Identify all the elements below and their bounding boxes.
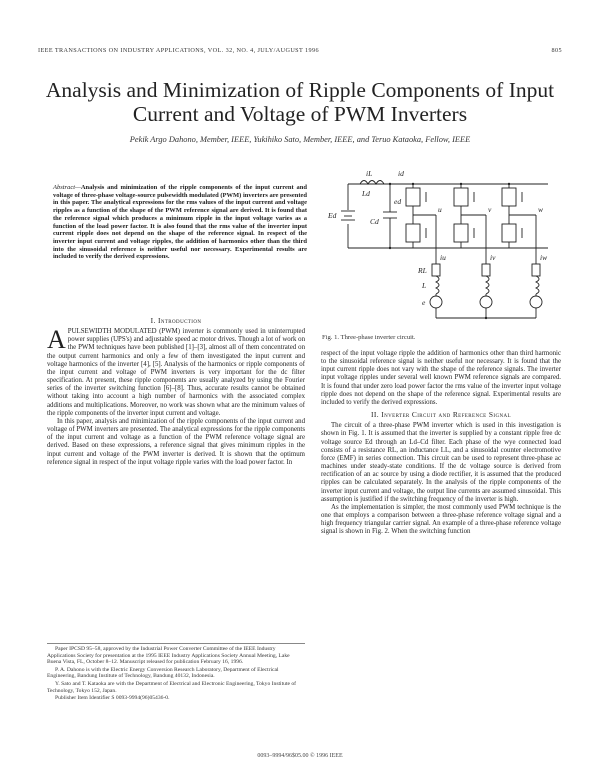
intro-paragraph-1 — [47, 325, 305, 418]
abstract — [53, 184, 307, 261]
copyright-line: 0093–9994/96$05.00 © 1996 IEEE — [257, 753, 343, 759]
paper-authors: Pekik Argo Dahono, Member, IEEE, Yukihiko Sato, Member, IEEE, and Teruo Kataoka, Fellow, IEEE — [129, 135, 471, 144]
footnote-2: P. A. Dahono is with the Electric Energy Conversion Research Laboratory, Department of Electrical Engineering, Bandung Institute of Technology, Bandung 40132, Indonesia. — [47, 666, 279, 680]
label-rl: RL — [418, 266, 427, 275]
col2-paragraph-1: respect of the input voltage ripple the addition of harmonics other than third harmonic to the sinusoidal reference signal is neither useful nor necessary. It is found that the input current ripple does not vary with the shape of the reference signals. The inverter input voltage ripples under several well known PWM reference signals are compared. It is found that under zero load power factor the rms value of the inverter input voltage ripple does not depend on the shape of the reference signal. Experimental results are included to verify the derived expressions. — [321, 350, 561, 406]
column-left — [47, 317, 305, 467]
label-il: iL — [366, 169, 373, 178]
abstract-lead: Abstract— — [53, 184, 81, 191]
section-heading-introduction: I. Introduction — [150, 316, 202, 325]
footnote-4: Publisher Item Identifier S 0093-9994(96)05436-0. — [55, 695, 170, 702]
paper-title: Analysis and Minimization of Ripple Components of Input Current and Voltage of PWM Inverters — [45, 78, 555, 126]
label-ed-small: ed — [394, 197, 402, 206]
label-w: w — [538, 205, 544, 214]
label-e: e — [422, 298, 426, 307]
label-l: L — [422, 281, 427, 290]
label-ed: Ed — [328, 211, 337, 220]
col2-paragraph-2: The circuit of a three-phase PWM inverter which is used in this investigation is shown in Fig. 1. It is assumed that the inverter is supplied by a constant ripple free dc voltage source Ed through an Ld–Cd filter. Each phase of the wye connected load consists of a resistance RL, an inductance LL, and a sinusoidal counter electromotive force (EMF) in series connection. This circuit can be used to represent three-phase ac machines under steady-state conditions. If the dc voltage source is derived from rectification of an ac source by using a diode rectifier, it is assumed that the produced ripples can be calculated separately. In the analysis of the ripple components of the inverter input current and voltage, the output line currents are assumed sinusoidal. This assumption is justified if the switching frequency of the inverter is high. — [321, 422, 561, 503]
drop-cap: A — [47, 325, 66, 355]
label-ld: Ld — [362, 189, 370, 198]
label-iu: iu — [440, 253, 446, 262]
running-header — [38, 47, 562, 54]
footnote-3: Y. Sato and T. Kataoka are with the Department of Electrical and Electronic Engineering, Tokyo Institute of Technology, Tokyo 152, Japan. — [47, 680, 297, 694]
section-heading-inverter: II. Inverter Circuit and Reference Signal — [371, 410, 511, 420]
label-v: v — [488, 205, 492, 214]
running-header-left: IEEE TRANSACTIONS ON INDUSTRY APPLICATIONS, VOL. 32, NO. 4, JULY/AUGUST 1996 — [38, 47, 320, 54]
footnote-block — [47, 643, 305, 703]
abstract-text: Analysis and minimization of the ripple components of the input current and voltage of three-phase voltage-source pulsewidth modulated (PWM) inverters are presented in this paper. The analytical expressions for the rms values of the input current and voltage ripples as a function of the shape of the PWM reference signal are derived. It is found that the reference signal which produces a minimum ripple in the input voltage varies as a function of the load power factor. It is also found that the rms value of the inverter input current ripple does not depend on the shape of the reference signal. In respect of the inverter input current and voltage ripples, the addition of harmonics other than the third into the sinusoidal reference is neither useful nor necessary. Experimental results are included to verify the derived expressions. — [53, 184, 307, 261]
intro-paragraph-1-text: PULSEWIDTH MODULATED (PWM) inverter is commonly used in uninterrupted power supplies (UPS's) and adjustable speed ac motor drives. Though a lot of work on the PWM techniques have been published [1]–[3], almost all of them concentrated on the output current harmonics and only a few of them investigated the input current and voltage harmonics of the inverter [4], [5]. Analysis of the harmonics or ripple components of the input current and voltage of PWM inverters is very important for the dc filter specification. At present, these ripple components are usually analyzed by using the Fourier series of the inverter switching function [6]–[8]. Thus, accurate results cannot be obtained without taking into account a high number of harmonics with the associated complex additions and multiplications. Moreover, no work was shown what are the minimum values of the ripple components of the inverter input current and voltage. — [47, 328, 305, 417]
label-iv: iv — [490, 253, 496, 262]
label-iw: iw — [540, 253, 548, 262]
label-u: u — [438, 205, 442, 214]
inverter-circuit-figure — [326, 168, 560, 330]
page-number: 805 — [551, 47, 562, 54]
column-right — [321, 350, 561, 536]
intro-paragraph-2: In this paper, analysis and minimization of the ripple components of the input current and voltage of PWM inverters are presented. The analytical expressions for the ripple components of the input current and voltage as a function of the PWM reference voltage signal are derived. Based on these expressions, a reference signal that gives minimum ripples in the input current and voltage of the PWM inverter is derived. It is shown that the optimum reference signal in respect of the input voltage ripple varies with the load power factor. In — [47, 417, 305, 466]
figure-caption: Fig. 1. Three-phase inverter circuit. — [322, 334, 416, 341]
col2-paragraph-3: As the implementation is simpler, the most commonly used PWM technique is the one that employs a comparison between a three-phase reference voltage signal and a high frequency triangular carrier signal. An example of a three-phase reference voltage signal is shown in Fig. 2. When the switching function — [321, 503, 561, 536]
label-cd: Cd — [370, 217, 379, 226]
label-id: id — [398, 169, 404, 178]
footnote-1: Paper IPCSD 95–58, approved by the Industrial Power Converter Committee of the IEEE Industry Applications Society for presentation at the 1995 IEEE Industry Applications Society Annual Meeting, Lake Buena Vista, FL, October 8–12. Manuscript released for publication February 16, 1996. — [47, 646, 290, 666]
